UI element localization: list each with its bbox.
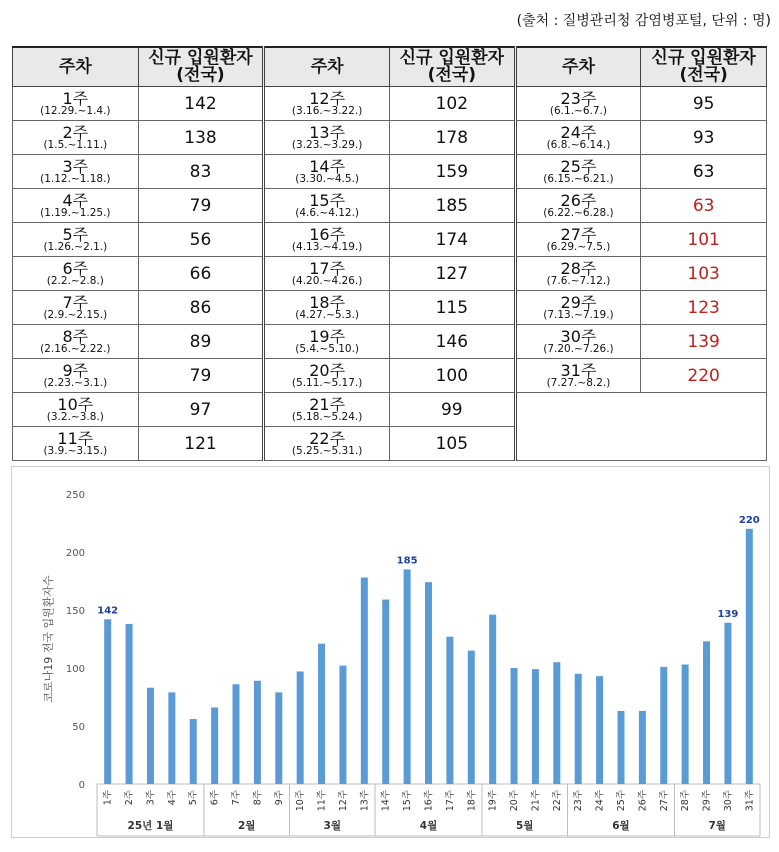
week-name: 22주 xyxy=(309,428,346,448)
table-row xyxy=(13,87,767,121)
admissions-value: 83 xyxy=(138,155,264,189)
x-tick-label: 23주 xyxy=(573,790,585,812)
week-name: 29주 xyxy=(560,292,597,312)
week-range: (6.8.~6.14.) xyxy=(546,138,611,151)
week-cell xyxy=(264,121,390,155)
week-range: (2.23.~3.1.) xyxy=(43,376,108,389)
bar xyxy=(275,692,282,784)
week-range: (5.4.~5.10.) xyxy=(295,342,360,355)
week-name: 17주 xyxy=(309,258,346,278)
table-row xyxy=(13,223,767,257)
week-name: 24주 xyxy=(560,122,597,142)
week-range: (1.26.~2.1.) xyxy=(43,240,108,253)
week-cell xyxy=(13,359,139,393)
admissions-value: 86 xyxy=(138,291,264,325)
week-range: (2.9.~2.15.) xyxy=(43,308,108,321)
admissions-value: 174 xyxy=(389,223,515,257)
x-tick-label: 26주 xyxy=(637,790,649,812)
bar xyxy=(746,529,753,784)
x-tick-label: 16주 xyxy=(423,790,435,812)
y-tick-label: 250 xyxy=(65,490,85,501)
week-name: 7주 xyxy=(62,292,89,312)
week-cell xyxy=(13,87,139,121)
bar xyxy=(104,619,111,784)
x-tick-label: 19주 xyxy=(487,790,499,812)
admissions-value: 95 xyxy=(641,87,767,121)
x-tick-label: 31주 xyxy=(744,790,756,812)
bar xyxy=(168,692,175,784)
admissions-value: 93 xyxy=(641,121,767,155)
admissions-value: 99 xyxy=(389,393,515,427)
week-cell xyxy=(264,427,390,461)
week-name: 28주 xyxy=(560,258,597,278)
week-cell xyxy=(515,87,641,121)
admissions-value: 63 xyxy=(641,155,767,189)
bar xyxy=(511,668,518,784)
x-tick-label: 18주 xyxy=(466,790,478,812)
week-name: 18주 xyxy=(309,292,346,312)
header-value-line2: (전국) xyxy=(679,65,728,85)
week-cell xyxy=(13,257,139,291)
table-row xyxy=(13,291,767,325)
admissions-value: 79 xyxy=(138,359,264,393)
table-row xyxy=(13,189,767,223)
header-week: 주차 xyxy=(515,47,641,87)
week-name: 13주 xyxy=(309,122,346,142)
bar xyxy=(318,644,325,784)
bar xyxy=(617,711,624,784)
admissions-value: 220 xyxy=(641,359,767,393)
week-range: (6.29.~7.5.) xyxy=(546,240,611,253)
admissions-value: 97 xyxy=(138,393,264,427)
x-tick-label: 13주 xyxy=(359,790,371,812)
week-name: 12주 xyxy=(309,88,346,108)
bar xyxy=(446,637,453,784)
month-label: 25년 1월 xyxy=(127,820,174,832)
x-tick-label: 10주 xyxy=(295,790,307,812)
week-name: 4주 xyxy=(62,190,89,210)
source-note: (출처 : 질병관리청 감염병포털, 단위 : 명) xyxy=(516,13,771,29)
x-tick-label: 29주 xyxy=(701,790,713,812)
admissions-value: 66 xyxy=(138,257,264,291)
week-name: 3주 xyxy=(62,156,89,176)
week-name: 11주 xyxy=(57,428,94,448)
bar xyxy=(682,665,689,784)
x-tick-label: 8주 xyxy=(252,790,264,806)
header-value xyxy=(138,47,264,87)
y-tick-label: 0 xyxy=(78,780,85,791)
week-cell xyxy=(13,325,139,359)
week-range: (3.2.~3.8.) xyxy=(46,410,104,423)
bar xyxy=(382,600,389,784)
month-label: 5월 xyxy=(516,820,534,832)
table-row xyxy=(13,359,767,393)
week-range: (7.20.~7.26.) xyxy=(543,342,614,355)
week-range: (5.25.~5.31.) xyxy=(291,444,363,457)
week-range: (4.20.~4.26.) xyxy=(291,274,363,287)
admissions-value: 142 xyxy=(138,87,264,121)
admissions-value: 121 xyxy=(138,427,264,461)
bar xyxy=(190,719,197,784)
bar xyxy=(147,688,154,784)
week-name: 30주 xyxy=(560,326,597,346)
week-cell xyxy=(264,223,390,257)
week-range: (2.16.~2.22.) xyxy=(40,342,111,355)
week-name: 2주 xyxy=(62,122,89,142)
week-name: 8주 xyxy=(62,326,89,346)
week-cell xyxy=(13,427,139,461)
x-tick-label: 11주 xyxy=(316,790,328,812)
week-name: 9주 xyxy=(62,360,89,380)
week-range: (3.16.~3.22.) xyxy=(291,104,363,117)
weekly-admissions-table xyxy=(12,46,767,461)
week-cell xyxy=(264,87,390,121)
admissions-value: 63 xyxy=(641,189,767,223)
header-value-line1: 신규 입원환자 xyxy=(651,48,756,68)
bar xyxy=(639,711,646,784)
week-cell xyxy=(515,189,641,223)
table-row xyxy=(13,257,767,291)
week-cell xyxy=(13,189,139,223)
week-name: 19주 xyxy=(309,326,346,346)
week-cell xyxy=(515,155,641,189)
week-cell xyxy=(264,291,390,325)
month-label: 2월 xyxy=(237,820,256,832)
header-value-line2: (전국) xyxy=(176,65,225,85)
x-tick-label: 27주 xyxy=(658,790,670,812)
admissions-value: 103 xyxy=(641,257,767,291)
week-name: 21주 xyxy=(309,394,346,414)
header-value xyxy=(389,47,515,87)
week-range: (1.12.~1.18.) xyxy=(40,172,111,185)
week-range: (2.2.~2.8.) xyxy=(46,274,104,287)
bar xyxy=(297,671,304,784)
week-cell xyxy=(13,155,139,189)
bar xyxy=(339,666,346,784)
table-row xyxy=(13,121,767,155)
y-axis-title: 코로나19 전국 입원환자수 xyxy=(42,575,55,703)
bar xyxy=(553,662,560,784)
month-label: 6월 xyxy=(612,820,630,832)
x-tick-label: 7주 xyxy=(231,790,243,806)
header-week: 주차 xyxy=(13,47,139,87)
x-tick-label: 2주 xyxy=(124,790,136,806)
x-tick-label: 12주 xyxy=(337,790,349,812)
week-cell xyxy=(264,393,390,427)
week-name: 14주 xyxy=(309,156,346,176)
y-tick-label: 200 xyxy=(65,548,85,559)
y-tick-label: 100 xyxy=(65,664,85,675)
x-tick-label: 20주 xyxy=(509,790,521,812)
week-range: (7.27.~8.2.) xyxy=(546,376,611,389)
week-name: 10주 xyxy=(57,394,94,414)
week-range: (5.11.~5.17.) xyxy=(291,376,363,389)
week-name: 27주 xyxy=(560,224,597,244)
admissions-value: 178 xyxy=(389,121,515,155)
week-range: (7.13.~7.19.) xyxy=(543,308,614,321)
admissions-value: 127 xyxy=(389,257,515,291)
month-label: 7월 xyxy=(708,820,726,832)
week-cell xyxy=(13,223,139,257)
header-value-line1: 신규 입원환자 xyxy=(148,48,253,68)
week-name: 20주 xyxy=(309,360,346,380)
week-range: (4.27.~5.3.) xyxy=(295,308,360,321)
week-range: (3.9.~3.15.) xyxy=(43,444,108,457)
x-tick-label: 3주 xyxy=(145,790,157,806)
admissions-value: 89 xyxy=(138,325,264,359)
x-tick-label: 21주 xyxy=(530,790,542,812)
week-name: 31주 xyxy=(560,360,597,380)
bar-chart xyxy=(12,467,769,837)
week-cell xyxy=(264,257,390,291)
week-name: 5주 xyxy=(62,224,89,244)
week-cell xyxy=(264,325,390,359)
admissions-value: 115 xyxy=(389,291,515,325)
x-tick-label: 30주 xyxy=(722,790,734,812)
week-cell xyxy=(13,121,139,155)
table-row xyxy=(13,325,767,359)
admissions-value: 185 xyxy=(389,189,515,223)
week-range: (5.18.~5.24.) xyxy=(291,410,363,423)
bar xyxy=(724,623,731,784)
week-cell xyxy=(515,291,641,325)
bar xyxy=(425,582,432,784)
week-range: (3.30.~4.5.) xyxy=(295,172,360,185)
week-range: (6.22.~6.28.) xyxy=(543,206,614,219)
header-value-line1: 신규 입원환자 xyxy=(399,48,505,68)
week-name: 6주 xyxy=(62,258,89,278)
bar xyxy=(126,624,133,784)
week-range: (1.19.~1.25.) xyxy=(40,206,111,219)
y-tick-label: 50 xyxy=(72,722,85,733)
week-cell xyxy=(13,393,139,427)
x-tick-label: 22주 xyxy=(551,790,563,812)
admissions-value: 146 xyxy=(389,325,515,359)
week-range: (4.6.~4.12.) xyxy=(295,206,360,219)
bar xyxy=(532,669,539,784)
week-cell xyxy=(264,359,390,393)
week-range: (1.5.~1.11.) xyxy=(43,138,108,151)
empty-cell xyxy=(515,393,766,461)
month-label: 4월 xyxy=(419,820,438,832)
table-row xyxy=(13,155,767,189)
week-name: 16주 xyxy=(309,224,346,244)
bar xyxy=(575,674,582,784)
bar xyxy=(211,707,218,784)
bar xyxy=(660,667,667,784)
y-tick-label: 150 xyxy=(65,606,85,617)
data-label: 220 xyxy=(738,514,760,526)
week-range: (7.6.~7.12.) xyxy=(546,274,611,287)
bar xyxy=(233,684,240,784)
x-tick-label: 15주 xyxy=(402,790,414,812)
week-cell xyxy=(515,257,641,291)
admissions-value: 79 xyxy=(138,189,264,223)
week-name: 23주 xyxy=(560,88,597,108)
week-cell xyxy=(515,325,641,359)
week-range: (6.1.~6.7.) xyxy=(549,104,607,117)
data-label: 142 xyxy=(97,605,119,617)
x-tick-label: 9주 xyxy=(273,790,285,806)
bar xyxy=(404,569,411,784)
week-cell xyxy=(264,189,390,223)
admissions-value: 138 xyxy=(138,121,264,155)
week-cell xyxy=(515,121,641,155)
x-tick-label: 1주 xyxy=(102,790,114,806)
table-body xyxy=(13,87,767,461)
admissions-value: 56 xyxy=(138,223,264,257)
bar xyxy=(703,641,710,784)
week-cell xyxy=(515,359,641,393)
week-cell xyxy=(13,291,139,325)
header-value xyxy=(641,47,767,87)
week-range: (12.29.~1.4.) xyxy=(40,104,111,117)
header-week: 주차 xyxy=(264,47,390,87)
week-range: (4.13.~4.19.) xyxy=(291,240,363,253)
admissions-value: 102 xyxy=(389,87,515,121)
table-row xyxy=(13,393,767,427)
x-tick-label: 4주 xyxy=(166,790,178,806)
header-value-line2: (전국) xyxy=(427,65,476,85)
admissions-value: 100 xyxy=(389,359,515,393)
data-label: 139 xyxy=(717,608,739,620)
bar xyxy=(254,681,261,784)
admissions-value: 139 xyxy=(641,325,767,359)
table-header-row xyxy=(13,47,767,87)
x-tick-label: 6주 xyxy=(209,790,221,806)
week-name: 26주 xyxy=(560,190,597,210)
admissions-value: 159 xyxy=(389,155,515,189)
week-range: (3.23.~3.29.) xyxy=(291,138,363,151)
admissions-value: 123 xyxy=(641,291,767,325)
admissions-value: 105 xyxy=(389,427,515,461)
week-name: 25주 xyxy=(560,156,597,176)
x-tick-label: 28주 xyxy=(680,790,692,812)
admissions-value: 101 xyxy=(641,223,767,257)
bar xyxy=(361,578,368,784)
week-cell xyxy=(264,155,390,189)
week-cell xyxy=(515,223,641,257)
x-tick-label: 24주 xyxy=(594,790,606,812)
week-range: (6.15.~6.21.) xyxy=(543,172,614,185)
month-label: 3월 xyxy=(323,820,341,832)
x-tick-label: 25주 xyxy=(615,790,627,812)
data-label: 185 xyxy=(396,555,418,567)
x-tick-label: 5주 xyxy=(188,790,200,806)
bar xyxy=(596,676,603,784)
x-tick-label: 17주 xyxy=(444,790,456,812)
bar xyxy=(468,651,475,784)
chart-frame xyxy=(11,466,770,838)
week-name: 15주 xyxy=(309,190,346,210)
bar xyxy=(489,615,496,784)
x-tick-label: 14주 xyxy=(380,790,392,812)
week-name: 1주 xyxy=(62,88,89,108)
